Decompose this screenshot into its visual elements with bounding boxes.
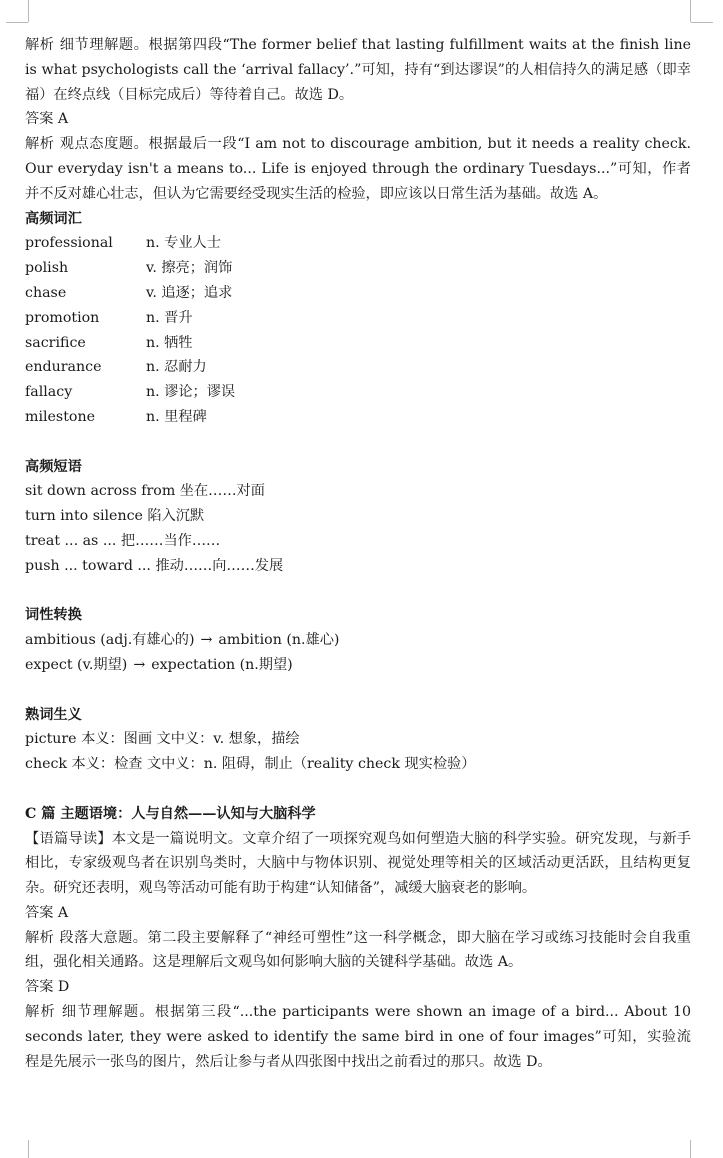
spacer [25,430,691,455]
vocab-meaning: n. 忍耐力 [146,359,207,376]
spacer [25,777,691,802]
corner-mark-top-left-h [6,22,28,23]
vocab-item [25,380,691,405]
answer-line: 答案 A [25,111,69,128]
vocab-meaning: n. 牺牲 [146,334,193,351]
vocab-word: endurance [25,359,102,376]
familiar-item: check 本义：检查 文中义：n. 阻碍，制止（reality check 现实检验） [25,756,476,773]
phrases-heading: 高频短语 [25,458,82,475]
conversion-from: ambitious (adj.有雄心的) [25,632,195,649]
vocab-item [25,355,691,380]
conversion-item [25,628,691,653]
arrow-right-icon: → [200,632,213,649]
phrase-item: sit down across from 坐在……对面 [25,483,265,500]
phrase-item: turn into silence 陷入沉默 [25,508,205,525]
vocab-item [25,405,691,430]
part-c-intro: 【语篇导读】本文是一篇说明文。文章介绍了一项探究观鸟如何塑造大脑的科学实验。研究发现，与新手相比，专家级观鸟者在识别鸟类时，大脑中与物体识别、视觉处理等相关的区域活动更活跃，且结构更复杂。研究还表明，观鸟等活动可能有助于构建“认知储备”，减缓大脑衰老的影响。 [25,830,691,897]
answer-line: 答案 A [25,904,69,921]
spacer [25,579,691,604]
corner-mark-top-left [28,0,29,22]
spacer [25,678,691,703]
vocab-item [25,306,691,331]
vocab-meaning: n. 谬论；谬误 [146,384,236,401]
analysis-paragraph: 解析 段落大意题。第二段主要解释了“神经可塑性”这一科学概念，即大脑在学习或练习技能时会自我重组，强化相关通路。这是理解后文观鸟如何影响大脑的关键科学基础。故选 A。 [25,929,691,971]
vocab-item [25,281,691,306]
analysis-paragraph: 解析 细节理解题。根据第三段“...the participants were shown an image of a bird... About 10 seconds later, they were asked to identify the same bird in one of four images”可知，实验流程是先展示一张鸟的图片，然后让参与者从四张图中找出之前看过的那只。故选 D。 [25,1004,691,1070]
document-content [25,33,691,1074]
conversion-from: expect (v.期望) [25,656,128,673]
vocab-word: sacrifice [25,334,86,351]
corner-mark-top-right-h [691,22,713,23]
vocab-word: polish [25,260,69,277]
arrow-right-icon: → [133,656,146,673]
vocab-item [25,256,691,281]
familiar-item: picture 本义：图画 文中义：v. 想象，描绘 [25,731,300,748]
phrase-item: push ... toward ... 推动……向……发展 [25,557,284,574]
vocab-word: chase [25,284,67,301]
corner-mark-top-right [690,0,691,22]
analysis-paragraph: 解析 细节理解题。根据第四段“The former belief that lasting fulfillment waits at the finish line is what psychologists call the ‘arrival fallacy’.”可知，持有“到达谬误”的人相信持久的满足感（即幸福）在终点线（目标完成后）等待着自己。故选 D。 [25,37,691,103]
analysis-paragraph: 解析 观点态度题。根据最后一段“I am not to discourage ambition, but it needs a reality check. Our everyday isn't a means to... Life is enjoyed through the ordinary Tuesdays...”可知，作者并不反对雄心壮志，但认为它需要经受现实生活的检验，即应该以日常生活为基础。故选 A。 [25,136,691,202]
vocab-meaning: n. 晋升 [146,309,193,326]
conversion-heading: 词性转换 [25,607,82,624]
vocab-word: promotion [25,309,100,326]
vocab-list [25,231,691,429]
vocab-item [25,331,691,356]
corner-mark-bottom-left [28,1140,29,1158]
vocab-word: professional [25,235,113,252]
vocab-meaning: n. 里程碑 [146,408,207,425]
conversion-to: expectation (n.期望) [151,656,293,673]
vocab-word: fallacy [25,384,73,401]
familiar-heading: 熟词生义 [25,706,82,723]
phrase-item: treat ... as ... 把……当作…… [25,532,221,549]
part-c-title: C 篇 主题语境：人与自然——认知与大脑科学 [25,805,316,822]
answer-line: 答案 D [25,979,70,996]
vocab-word: milestone [25,408,95,425]
vocab-meaning: v. 擦亮；润饰 [146,260,233,277]
corner-mark-bottom-right [690,1140,691,1158]
conversion-to: ambition (n.雄心) [218,632,340,649]
vocab-meaning: v. 追逐；追求 [146,284,233,301]
conversion-item [25,653,691,678]
vocab-heading: 高频词汇 [25,210,82,227]
vocab-item [25,231,691,256]
vocab-meaning: n. 专业人士 [146,235,221,252]
